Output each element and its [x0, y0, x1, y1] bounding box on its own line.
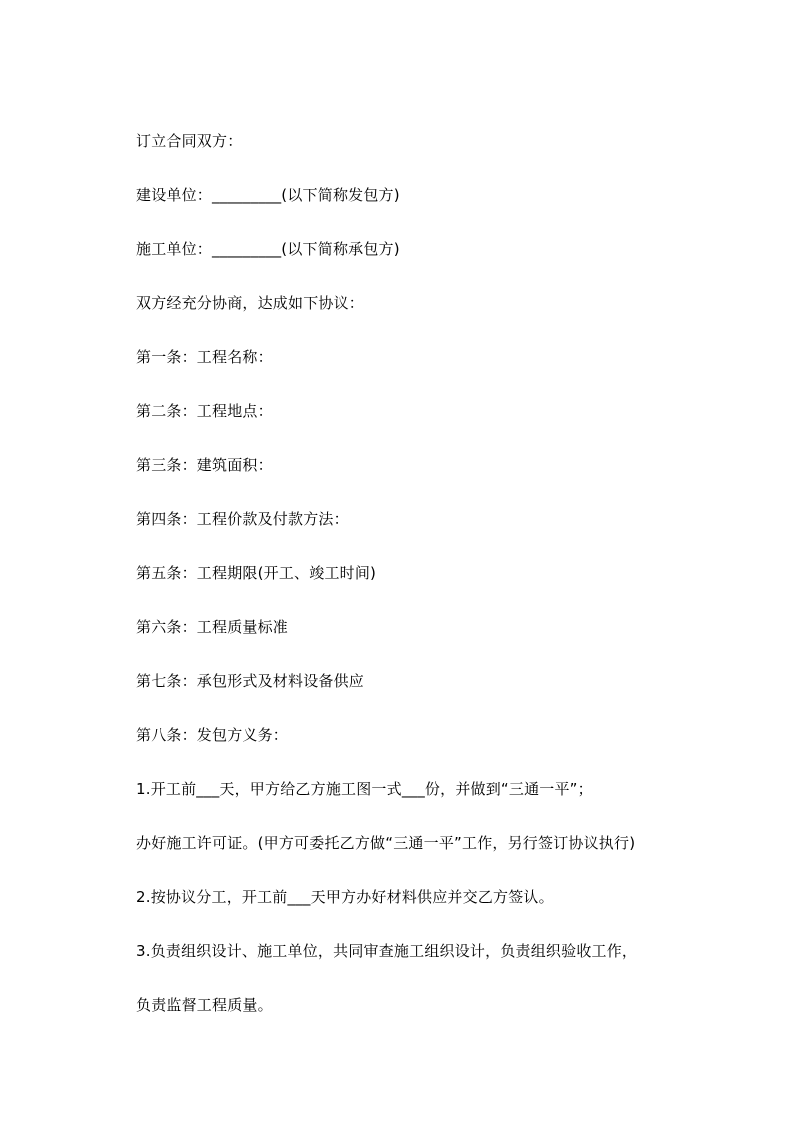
contract-parties-heading: 订立合同双方： [136, 132, 243, 150]
obligation-3-continued: 负责监督工程质量。 [136, 996, 273, 1014]
agreement-intro: 双方经充分协商，达成如下协议： [136, 294, 365, 312]
obligation-1: 1.开工前___天，甲方给乙方施工图一式___份，并做到“三通一平”； [136, 780, 593, 798]
article-5: 第五条：工程期限(开工、竣工时间) [136, 564, 377, 582]
article-3: 第三条：建筑面积： [136, 456, 273, 474]
article-1: 第一条：工程名称： [136, 348, 273, 366]
obligation-2: 2.按协议分工，开工前___天甲方办好材料供应并交乙方签认。 [136, 888, 554, 906]
obligation-1-continued: 办好施工许可证。(甲方可委托乙方做“三通一平”工作，另行签订协议执行) [136, 834, 636, 852]
contractor-unit-line: 施工单位：_________(以下简称承包方) [136, 240, 400, 258]
obligation-3: 3.负责组织设计、施工单位，共同审查施工组织设计，负责组织验收工作， [136, 942, 638, 960]
article-6: 第六条：工程质量标准 [136, 618, 289, 636]
article-8: 第八条：发包方义务： [136, 726, 289, 744]
article-4: 第四条：工程价款及付款方法： [136, 510, 349, 528]
article-2: 第二条：工程地点： [136, 402, 273, 420]
document-body [136, 129, 736, 1047]
construction-unit-line: 建设单位：_________(以下简称发包方) [136, 186, 400, 204]
article-7: 第七条：承包形式及材料设备供应 [136, 672, 365, 690]
